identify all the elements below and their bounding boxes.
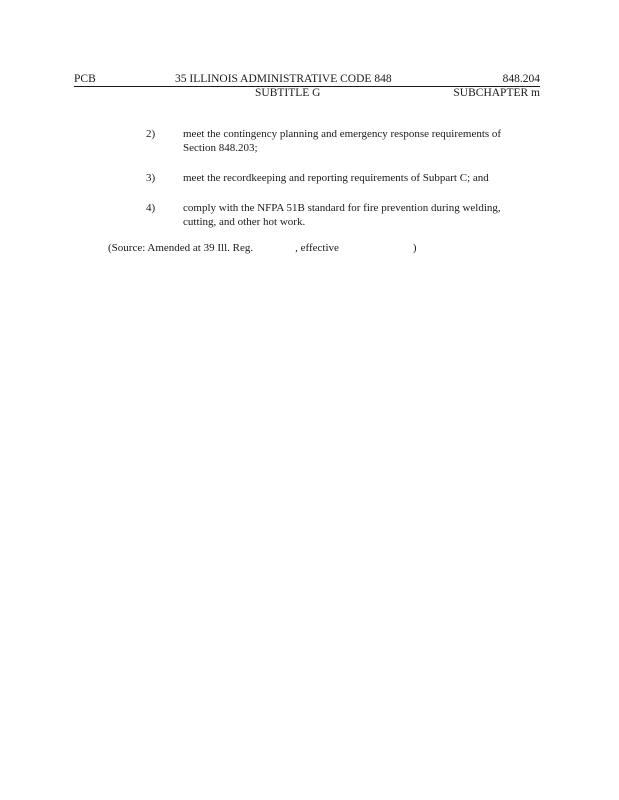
- source-prefix: (Source: Amended at 39 Ill. Reg.: [108, 242, 254, 254]
- item-text: [183, 127, 543, 155]
- item-number: 3): [146, 172, 156, 184]
- header-section-number: 848.204: [502, 73, 540, 85]
- item-line: comply with the NFPA 51B standard for fire prevention during welding,: [183, 202, 501, 214]
- item-number: 2): [146, 128, 156, 140]
- running-subheader: [74, 86, 540, 100]
- item-number: 4): [146, 202, 156, 214]
- header-subtitle: SUBTITLE G: [255, 87, 321, 99]
- source-suffix: ): [412, 242, 417, 254]
- running-header: [74, 72, 540, 87]
- header-code-title: 35 ILLINOIS ADMINISTRATIVE CODE 848: [175, 73, 392, 85]
- item-text: [183, 171, 543, 185]
- source-note: [108, 241, 548, 255]
- source-effective-label: , effective: [295, 242, 339, 254]
- header-subchapter: SUBCHAPTER m: [453, 87, 540, 99]
- item-line: meet the contingency planning and emergency response requirements of: [183, 128, 502, 140]
- item-text: [183, 201, 543, 229]
- item-line: cutting, and other hot work.: [183, 216, 306, 228]
- item-line: Section 848.203;: [183, 142, 258, 154]
- header-agency: PCB: [74, 73, 96, 85]
- item-line: meet the recordkeeping and reporting requirements of Subpart C; and: [183, 172, 489, 184]
